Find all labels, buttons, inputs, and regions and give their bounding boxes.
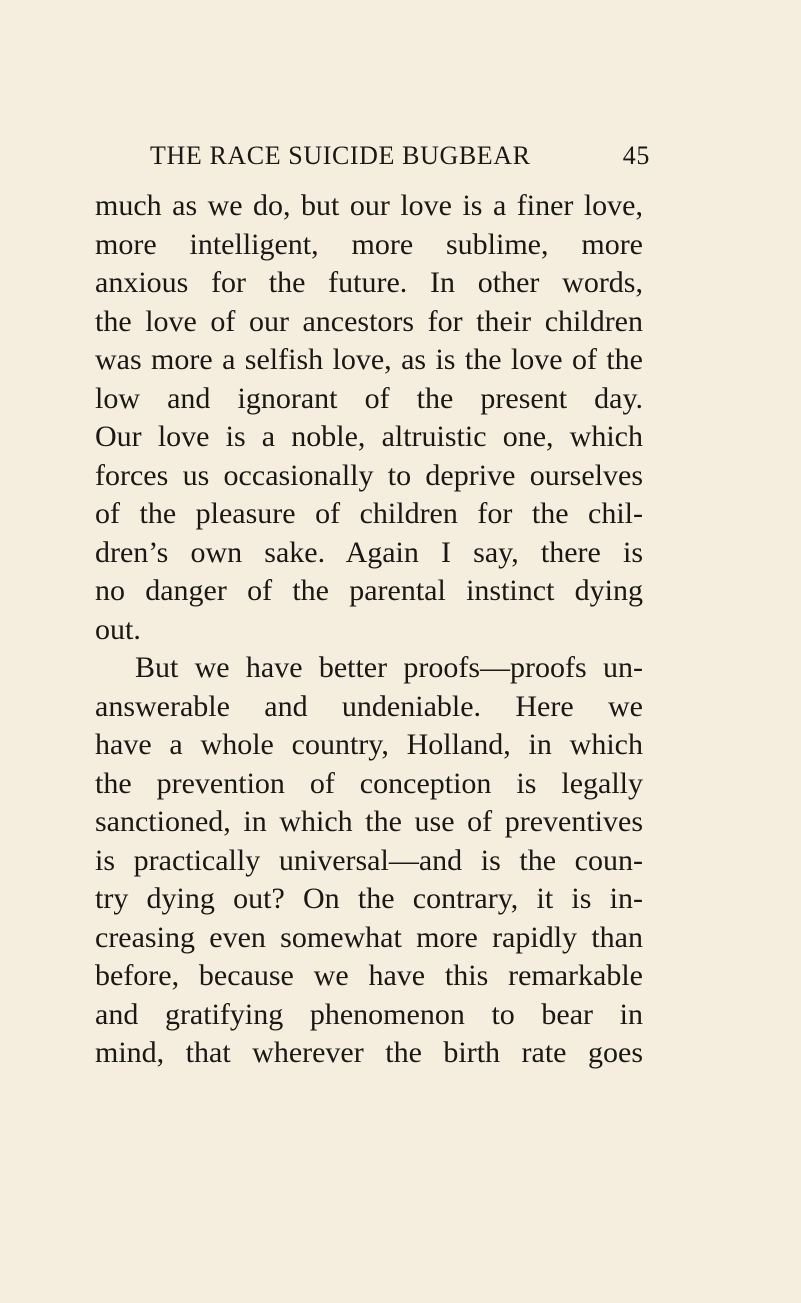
text-line: is practically universal—and is the coun- <box>95 843 643 877</box>
text-line: much as we do, but our love is a finer love, <box>95 189 643 222</box>
text-line: and gratifying phenomenon to bear in <box>95 997 643 1031</box>
text-line: mind, that wherever the birth rate goes <box>95 1036 643 1069</box>
text-line: low and ignorant of the present day. <box>95 381 643 415</box>
text-line: more intelligent, more sublime, more <box>95 227 643 261</box>
text-line: the love of our ancestors for their children <box>95 304 643 338</box>
text-line: the prevention of conception is legally <box>95 766 643 800</box>
text-line: anxious for the future. In other words, <box>95 266 643 299</box>
text-line: answerable and undeniable. Here we <box>95 689 643 723</box>
body-text <box>95 187 643 1073</box>
running-head <box>150 136 650 176</box>
text-line: creasing even somewhat more rapidly than <box>95 920 643 954</box>
text-line: sanctioned, in which the use of preventives <box>95 805 643 838</box>
text-line: before, because we have this remarkable <box>95 959 643 992</box>
text-line: Our love is a noble, altruistic one, which <box>95 420 643 453</box>
text-line: try dying out? On the contrary, it is in- <box>95 882 643 915</box>
text-line: out. <box>95 612 141 646</box>
text-line: of the pleasure of children for the chil- <box>95 497 643 530</box>
page-number: 45 <box>622 141 650 170</box>
text-line: But we have better proofs—proofs un- <box>135 651 643 684</box>
running-head-title: THE RACE SUICIDE BUGBEAR <box>150 141 531 170</box>
text-line: forces us occasionally to deprive ourselves <box>95 458 643 492</box>
text-line: have a whole country, Holland, in which <box>95 728 643 761</box>
text-line: was more a selfish love, as is the love of the <box>95 343 643 376</box>
text-line: no danger of the parental instinct dying <box>95 574 643 607</box>
text-line: dren’s own sake. Again I say, there is <box>95 535 643 569</box>
